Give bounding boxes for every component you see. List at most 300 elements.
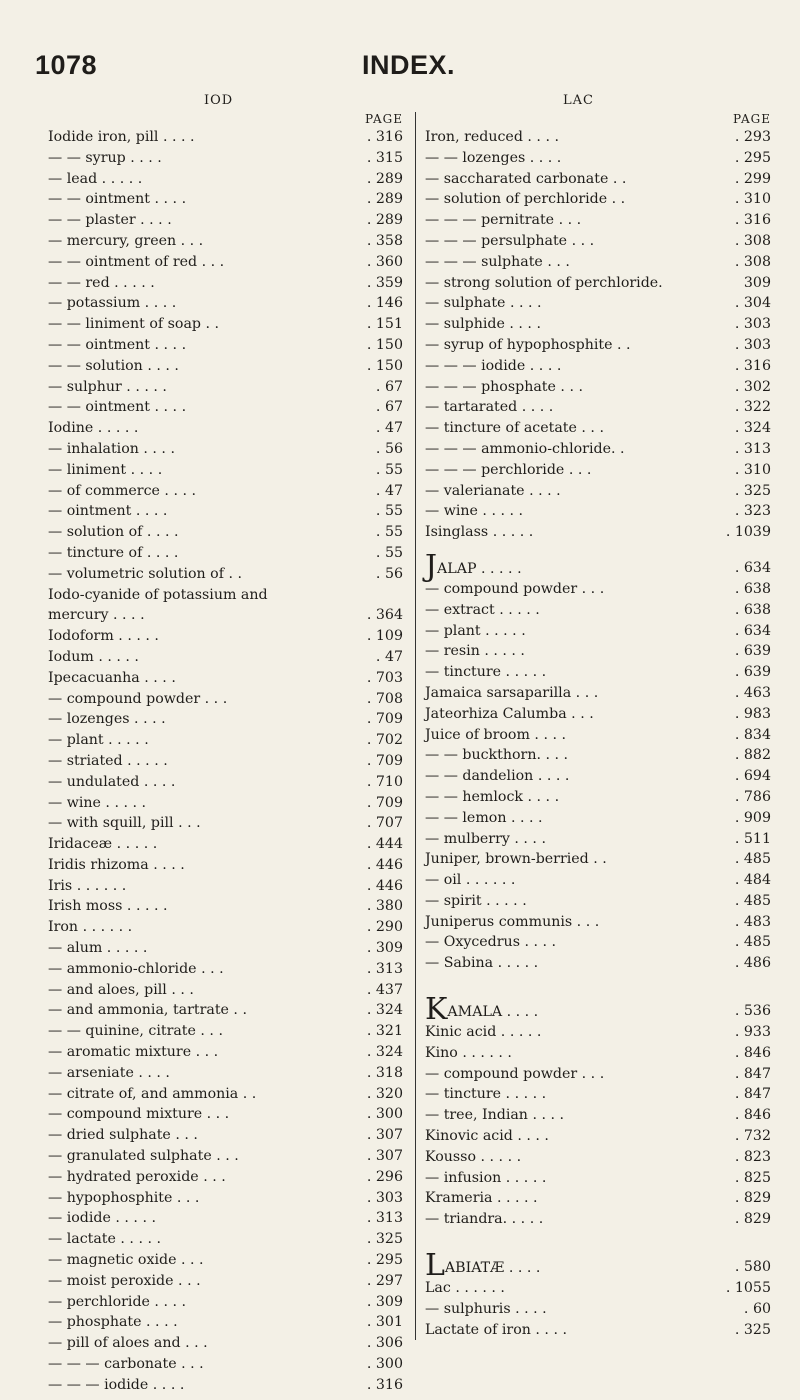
- index-entry: [48, 896, 403, 917]
- entry-term: — — plaster . . . .: [48, 212, 172, 229]
- index-entry: [48, 626, 403, 647]
- right-entry-list-l: [425, 1278, 771, 1340]
- entry-page: . 308: [734, 253, 771, 270]
- entry-page: . 313: [734, 440, 771, 457]
- entry-term: — arseniate . . . .: [48, 1064, 170, 1081]
- entry-term: — aromatic mixture . . .: [48, 1044, 219, 1061]
- index-entry: [48, 273, 403, 294]
- entry-term: — tincture of acetate . . .: [425, 420, 604, 437]
- index-entry: [425, 1043, 771, 1064]
- index-entry: [48, 377, 403, 398]
- entry-page: . 67: [375, 378, 403, 395]
- index-entry: [48, 501, 403, 522]
- entry-term: — phosphate . . . .: [48, 1314, 178, 1331]
- entry-page: . 639: [734, 664, 771, 681]
- entry-page: . 709: [366, 794, 403, 811]
- entry-term: — striated . . . . .: [48, 752, 168, 769]
- entry-page: . 323: [734, 503, 771, 520]
- entry-term: — sulphate . . . .: [425, 295, 542, 312]
- index-entry: [425, 1209, 771, 1230]
- index-entry: [425, 808, 771, 829]
- index-entry: [48, 460, 403, 481]
- entry-term: — — lozenges . . . .: [425, 149, 562, 166]
- index-entry: [48, 1271, 403, 1292]
- entry-term: — plant . . . . .: [425, 622, 526, 639]
- section-j-page: . 634: [734, 559, 771, 576]
- index-entry: [425, 787, 771, 808]
- entry-page: . 364: [366, 607, 403, 624]
- entry-term: — magnetic oxide . . .: [48, 1252, 204, 1269]
- entry-term: — — — sulphate . . .: [425, 253, 570, 270]
- index-entry: [425, 849, 771, 870]
- entry-term: — perchloride . . . .: [48, 1293, 186, 1310]
- entry-page: . 150: [366, 336, 403, 353]
- index-entry: [48, 876, 403, 897]
- index-entry: [425, 745, 771, 766]
- entry-term: — — — ammonio-chloride. .: [425, 440, 625, 457]
- entry-page: . 511: [734, 830, 771, 847]
- entry-page: . 834: [734, 726, 771, 743]
- entry-page: . 463: [734, 684, 771, 701]
- entry-term: Lactate of iron . . . .: [425, 1321, 567, 1338]
- entry-term: — inhalation . . . .: [48, 440, 175, 457]
- entry-page: . 708: [366, 690, 403, 707]
- entry-term: — tincture of . . . .: [48, 544, 179, 561]
- index-entry: [48, 1292, 403, 1313]
- section-k-page: . 536: [734, 1003, 771, 1020]
- index-entry: [425, 912, 771, 933]
- entry-term: Iodide iron, pill . . . .: [48, 129, 195, 145]
- entry-page: . 710: [366, 773, 403, 790]
- entry-term: — sulphur . . . . .: [48, 378, 167, 395]
- entry-page: . 289: [366, 170, 403, 187]
- index-entry: [425, 829, 771, 850]
- entry-page: . 296: [366, 1168, 403, 1185]
- page-number: 1078: [35, 50, 98, 80]
- entry-page: . 313: [366, 1210, 403, 1227]
- entry-term: Kousso . . . . .: [425, 1148, 522, 1165]
- entry-page: . 109: [366, 628, 403, 645]
- index-entry: [48, 751, 403, 772]
- entry-page: . 446: [366, 877, 403, 894]
- index-entry: [48, 668, 403, 689]
- index-entry: [425, 314, 771, 335]
- index-entry: [48, 793, 403, 814]
- section-l-heading: [425, 1248, 771, 1284]
- index-entry: [425, 704, 771, 725]
- entry-term: — triandra. . . . .: [425, 1211, 544, 1228]
- entry-page: . 295: [366, 1252, 403, 1269]
- entry-page: . 707: [366, 815, 403, 832]
- page-header: [0, 50, 800, 80]
- index-entry: [425, 273, 771, 294]
- section-k-heading: [425, 992, 771, 1028]
- entry-page: . 322: [734, 399, 771, 416]
- index-entry: [48, 1229, 403, 1250]
- index-entry: [48, 813, 403, 834]
- entry-term: Irish moss . . . . .: [48, 898, 168, 915]
- index-entry: [48, 1188, 403, 1209]
- entry-page: . 303: [366, 1189, 403, 1206]
- entry-term: — — — phosphate . . .: [425, 378, 583, 395]
- entry-page: . 446: [366, 856, 403, 873]
- entry-term: — hypophosphite . . .: [48, 1189, 200, 1206]
- index-entry: [48, 1063, 403, 1084]
- entry-term: Iodine . . . . .: [48, 420, 139, 437]
- index-entry: [425, 522, 771, 543]
- entry-page: . 300: [366, 1356, 403, 1373]
- entry-page: . 933: [734, 1024, 771, 1041]
- entry-term: Iridaceæ . . . . .: [48, 836, 158, 853]
- entry-term: — — red . . . . .: [48, 274, 155, 291]
- entry-term: — tincture . . . . .: [425, 664, 547, 681]
- left-column-heading: IOD: [204, 93, 234, 108]
- right-column: [415, 112, 771, 1340]
- entry-term: — liniment . . . .: [48, 461, 163, 478]
- index-entry: [48, 522, 403, 543]
- section-k-initial: K: [425, 992, 448, 1028]
- entry-term: — solution of . . . .: [48, 524, 179, 541]
- index-entry: [425, 148, 771, 169]
- entry-term: Kinic acid . . . . .: [425, 1024, 542, 1041]
- index-entry: [425, 725, 771, 746]
- entry-term: mercury . . . .: [48, 607, 145, 624]
- entry-term: Juice of broom . . . .: [425, 726, 566, 743]
- entry-page: . 289: [366, 191, 403, 208]
- entry-term: Jamaica sarsaparilla . . .: [425, 684, 599, 701]
- section-j-rest: ALAP . . . . .: [437, 560, 522, 577]
- entry-page: . 634: [734, 622, 771, 639]
- index-entry: [425, 1168, 771, 1189]
- index-entry: [48, 585, 403, 606]
- entry-page: . 316: [734, 357, 771, 374]
- index-entry: [425, 460, 771, 481]
- entry-page: . 709: [366, 752, 403, 769]
- entry-term: — — dandelion . . . .: [425, 768, 570, 785]
- entry-term: — compound mixture . . .: [48, 1106, 230, 1123]
- entry-term: — compound powder . . .: [425, 580, 605, 597]
- index-entry: [425, 1064, 771, 1085]
- index-entry: [425, 932, 771, 953]
- entry-term: — — — perchloride . . .: [425, 461, 592, 478]
- entry-page: . 324: [366, 1002, 403, 1019]
- entry-term: — — solution . . . .: [48, 357, 179, 374]
- index-entry: [48, 834, 403, 855]
- index-entry: [48, 418, 403, 439]
- index-entry: [48, 730, 403, 751]
- entry-page: . 301: [366, 1314, 403, 1331]
- index-entry: [425, 641, 771, 662]
- entry-page: . 60: [743, 1300, 771, 1317]
- entry-term: Iron, reduced . . . .: [425, 129, 559, 145]
- entry-page: . 709: [366, 711, 403, 728]
- section-l-rest: ABIATÆ . . . .: [444, 1260, 541, 1277]
- entry-term: — valerianate . . . .: [425, 482, 561, 499]
- entry-page: . 146: [366, 295, 403, 312]
- entry-page: . 55: [375, 461, 403, 478]
- entry-page: . 483: [734, 913, 771, 930]
- index-entry: [425, 870, 771, 891]
- index-entry: [425, 1022, 771, 1043]
- right-column-heading: LAC: [563, 93, 594, 108]
- entry-page: . 56: [375, 565, 403, 582]
- index-entry: [48, 980, 403, 1001]
- entry-term: — ointment . . . .: [48, 503, 168, 520]
- entry-page: . 829: [734, 1211, 771, 1228]
- entry-page: . 486: [734, 955, 771, 972]
- entry-page: . 67: [375, 399, 403, 416]
- right-page-label: PAGE: [733, 112, 771, 126]
- index-entry: [48, 1021, 403, 1042]
- entry-term: Iodoform . . . . .: [48, 628, 159, 645]
- entry-term: Ipecacuanha . . . .: [48, 669, 176, 686]
- entry-page: . 638: [734, 601, 771, 618]
- index-entry: [48, 1333, 403, 1354]
- index-entry: [48, 356, 403, 377]
- entry-page: . 437: [366, 981, 403, 998]
- entry-term: Iodum . . . . .: [48, 648, 139, 665]
- entry-page: . 309: [366, 940, 403, 957]
- entry-page: . 485: [734, 934, 771, 951]
- entry-term: — tartarated . . . .: [425, 399, 554, 416]
- entry-term: — tincture . . . . .: [425, 1086, 547, 1103]
- entry-page: . 823: [734, 1148, 771, 1165]
- entry-page: . 360: [366, 253, 403, 270]
- entry-page: . 324: [366, 1044, 403, 1061]
- entry-term: — sulphuris . . . .: [425, 1300, 547, 1317]
- entry-page: . 639: [734, 643, 771, 660]
- entry-page: . 846: [734, 1107, 771, 1124]
- entry-page: . 380: [366, 898, 403, 915]
- entry-term: — — — pernitrate . . .: [425, 212, 582, 229]
- index-entry: [425, 418, 771, 439]
- entry-page: . 484: [734, 872, 771, 889]
- index-entry: [48, 647, 403, 668]
- entry-page: . 308: [734, 232, 771, 249]
- entry-page: . 55: [375, 524, 403, 541]
- index-entry: [425, 210, 771, 231]
- entry-term: — dried sulphate . . .: [48, 1127, 198, 1144]
- entry-page: . 325: [734, 1321, 771, 1338]
- index-entry: [48, 439, 403, 460]
- entry-page: . 786: [734, 788, 771, 805]
- index-entry: [48, 1208, 403, 1229]
- entry-page: . 318: [366, 1064, 403, 1081]
- entry-page: . 325: [734, 482, 771, 499]
- index-entry: [48, 1167, 403, 1188]
- index-entry: [48, 1125, 403, 1146]
- entry-page: . 55: [375, 544, 403, 561]
- index-entry: [48, 1146, 403, 1167]
- entry-term: — of commerce . . . .: [48, 482, 196, 499]
- index-entry: [48, 564, 403, 585]
- entry-page: . 313: [366, 960, 403, 977]
- entry-term: Iron . . . . . .: [48, 919, 133, 936]
- entry-page: . 302: [734, 378, 771, 395]
- entry-page: . 316: [366, 129, 403, 145]
- entry-page: . 55: [375, 503, 403, 520]
- entry-term: — mercury, green . . .: [48, 232, 204, 249]
- entry-term: — strong solution of perchloride.: [425, 274, 663, 291]
- entry-page: . 289: [366, 212, 403, 229]
- entry-page: . 324: [734, 420, 771, 437]
- right-entry-list-k: [425, 1022, 771, 1230]
- index-entry: [425, 356, 771, 377]
- index-entry: [425, 1147, 771, 1168]
- entry-page: . 359: [366, 274, 403, 291]
- entry-page: . 290: [366, 919, 403, 936]
- entry-term: — wine . . . . .: [48, 794, 147, 811]
- entry-page: . 150: [366, 357, 403, 374]
- entry-term: — — syrup . . . .: [48, 149, 162, 166]
- entry-term: — oil . . . . . .: [425, 872, 516, 889]
- entry-term: Lac . . . . . .: [425, 1280, 505, 1297]
- entry-page: . 1039: [725, 524, 771, 541]
- entry-term: — granulated sulphate . . .: [48, 1148, 239, 1165]
- entry-term: — compound powder . . .: [425, 1065, 605, 1082]
- entry-term: — iodide . . . . .: [48, 1210, 156, 1227]
- entry-term: Jateorhiza Calumba . . .: [425, 705, 594, 722]
- entry-term: — and ammonia, tartrate . .: [48, 1002, 247, 1019]
- index-entry: [425, 169, 771, 190]
- entry-term: — lactate . . . . .: [48, 1231, 161, 1248]
- entry-page: . 297: [366, 1272, 403, 1289]
- entry-term: Isinglass . . . . .: [425, 524, 534, 541]
- entry-term: — — ointment . . . .: [48, 191, 187, 208]
- entry-term: — and aloes, pill . . .: [48, 981, 194, 998]
- index-entry: [425, 1320, 771, 1341]
- entry-page: . 316: [734, 212, 771, 229]
- entry-term: Krameria . . . . .: [425, 1190, 538, 1207]
- index-entry: [425, 600, 771, 621]
- entry-page: . 1055: [725, 1280, 771, 1297]
- entry-term: Kino . . . . . .: [425, 1044, 512, 1061]
- entry-term: — — — iodide . . . .: [48, 1376, 185, 1393]
- entry-page: . 316: [366, 1376, 403, 1393]
- entry-term: — volumetric solution of . .: [48, 565, 243, 582]
- index-entry: [48, 1084, 403, 1105]
- index-entry: [425, 481, 771, 502]
- entry-term: — with squill, pill . . .: [48, 815, 201, 832]
- index-entry: [48, 335, 403, 356]
- entry-term: — — lemon . . . .: [425, 809, 543, 826]
- entry-page: . 846: [734, 1044, 771, 1061]
- entry-term: Iodo-cyanide of potassium and: [48, 586, 268, 603]
- entry-term: Iridis rhizoma . . . .: [48, 856, 185, 873]
- entry-term: — mulberry . . . .: [425, 830, 546, 847]
- left-page-label: PAGE: [365, 112, 403, 126]
- entry-term: — — — iodide . . . .: [425, 357, 562, 374]
- entry-term: — lozenges . . . .: [48, 711, 166, 728]
- entry-page: . 56: [375, 440, 403, 457]
- entry-page: . 983: [734, 705, 771, 722]
- index-entry: [48, 252, 403, 273]
- entry-term: — — ointment of red . . .: [48, 253, 225, 270]
- entry-term: — wine . . . . .: [425, 503, 524, 520]
- section-l-page: . 580: [734, 1259, 771, 1276]
- index-entry: [425, 252, 771, 273]
- index-entry: [425, 1278, 771, 1299]
- entry-page: . 703: [366, 669, 403, 686]
- index-entry: [48, 169, 403, 190]
- index-entry: [425, 377, 771, 398]
- entry-page: . 320: [366, 1085, 403, 1102]
- index-entry: [425, 579, 771, 600]
- entry-term: — — — carbonate . . .: [48, 1356, 204, 1373]
- index-entry: [48, 855, 403, 876]
- entry-term: — plant . . . . .: [48, 732, 149, 749]
- entry-term: — ammonio-chloride . . .: [48, 960, 224, 977]
- index-entry: [48, 148, 403, 169]
- entry-page: . 310: [734, 461, 771, 478]
- entry-term: — undulated . . . .: [48, 773, 176, 790]
- index-entry: [48, 189, 403, 210]
- index-entry: [48, 543, 403, 564]
- index-entry: [425, 231, 771, 252]
- entry-page: . 829: [734, 1190, 771, 1207]
- index-entry: [48, 127, 403, 148]
- section-j-heading: [425, 548, 771, 584]
- entry-page: . 295: [734, 149, 771, 166]
- index-entry: [425, 293, 771, 314]
- entry-page: . 299: [734, 170, 771, 187]
- index-entry: [48, 293, 403, 314]
- entry-page: . 847: [734, 1086, 771, 1103]
- entry-page: . 309: [366, 1293, 403, 1310]
- entry-page: . 485: [734, 892, 771, 909]
- entry-term: — Sabina . . . . .: [425, 955, 539, 972]
- entry-term: — sulphide . . . .: [425, 316, 541, 333]
- index-entry: [425, 397, 771, 418]
- right-entry-list-j: [425, 579, 771, 974]
- entry-term: Juniperus communis . . .: [425, 913, 600, 930]
- entry-term: — — hemlock . . . .: [425, 788, 560, 805]
- index-entry: [425, 621, 771, 642]
- index-entry: [425, 953, 771, 974]
- entry-page: . 47: [375, 482, 403, 499]
- left-column: [48, 112, 403, 1396]
- entry-term: — citrate of, and ammonia . .: [48, 1085, 257, 1102]
- entry-page: . 321: [366, 1023, 403, 1040]
- index-entry: [425, 662, 771, 683]
- entry-term: — hydrated peroxide . . .: [48, 1168, 226, 1185]
- section-k-rest: AMALA . . . .: [447, 1004, 539, 1021]
- entry-term: — — liniment of soap . .: [48, 316, 220, 333]
- entry-term: Juniper, brown-berried . .: [425, 851, 607, 868]
- entry-page: . 310: [734, 191, 771, 208]
- index-entry: [425, 1188, 771, 1209]
- index-entry: [48, 605, 403, 626]
- entry-term: — — buckthorn. . . .: [425, 747, 569, 764]
- index-entry: [48, 481, 403, 502]
- entry-term: — extract . . . . .: [425, 601, 540, 618]
- entry-page: . 847: [734, 1065, 771, 1082]
- entry-term: Kinovic acid . . . .: [425, 1128, 549, 1145]
- entry-page: 309: [743, 274, 771, 291]
- entry-page: . 307: [366, 1127, 403, 1144]
- section-j-initial: J: [425, 548, 438, 584]
- entry-term: — potassium . . . .: [48, 295, 177, 312]
- index-entry: [48, 1042, 403, 1063]
- index-entry: [48, 397, 403, 418]
- entry-page: . 47: [375, 420, 403, 437]
- entry-page: . 358: [366, 232, 403, 249]
- entry-term: — spirit . . . . .: [425, 892, 527, 909]
- index-entry: [48, 1250, 403, 1271]
- entry-term: — moist peroxide . . .: [48, 1272, 201, 1289]
- entry-page: . 732: [734, 1128, 771, 1145]
- section-l-initial: L: [425, 1248, 445, 1284]
